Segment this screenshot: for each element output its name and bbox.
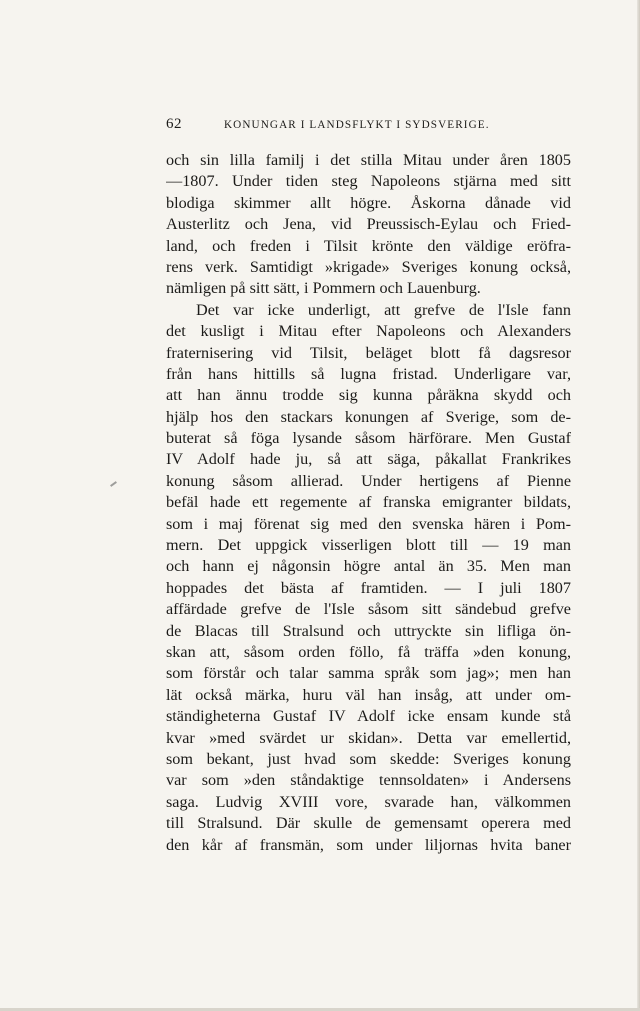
stray-pencil-mark (110, 481, 117, 487)
text-line: det kusligt i Mitau efter Napoleons och Alexanders (166, 322, 571, 341)
running-head: KONUNGAR I LANDSFLYKT I SYDSVERIGE. (224, 119, 490, 131)
text-line: från hans hittills så lugna fristad. Underligare var, (166, 364, 571, 383)
text-line: som förstår och talar samma språk som jag»; men han (166, 664, 571, 683)
text-line: fraternisering vid Tilsit, beläget blott få dagsresor (166, 343, 571, 362)
text-line: de Blacas till Stralsund och uttryckte sin lifliga ön- (166, 621, 571, 640)
page-header (166, 116, 571, 136)
text-line: den kår af fransmän, som under liljornas hvita baner (166, 835, 571, 854)
text-line: hoppades det bästa af framtiden. — I juli 1807 (166, 578, 571, 597)
text-line: till Stralsund. Där skulle de gemensamt operera med (166, 814, 571, 833)
text-line: kvar »med svärdet ur skidan». Detta var emellertid, (166, 728, 571, 747)
text-line: affärdade grefve de l'Isle såsom sitt sändebud grefve (166, 600, 571, 619)
text-line: konung såsom allierad. Under hertigens af Pienne (166, 471, 571, 490)
text-line: befäl hade ett regemente af franska emigranter bildats, (166, 493, 571, 512)
text-line: saga. Ludvig XVIII vore, svarade han, välkommen (166, 792, 571, 811)
text-line: ständigheterna Gustaf IV Adolf icke ensam kunde stå (166, 707, 571, 726)
text-line: skan att, såsom orden föllo, få träffa »den konung, (166, 642, 571, 661)
text-line: lät också märka, huru väl han insåg, att under om- (166, 685, 571, 704)
text-line: att han ännu trodde sig kunna påräkna skydd och (166, 386, 571, 405)
text-line: —1807. Under tiden steg Napoleons stjärna med sitt (166, 172, 571, 191)
text-line: rens verk. Samtidigt »krigade» Sveriges konung också, (166, 257, 571, 276)
text-line: land, och freden i Tilsit krönte den väldige eröfra- (166, 236, 571, 255)
text-line: var som »den ståndaktige tennsoldaten» i Andersens (166, 771, 571, 790)
text-line: Det var icke underligt, att grefve de l'Isle fann (196, 300, 571, 319)
text-line: nämligen på sitt sätt, i Pommern och Lauenburg. (166, 279, 481, 298)
text-line: och sin lilla familj i det stilla Mitau under åren 1805 (166, 151, 571, 169)
text-line: som bekant, just hvad som skedde: Sveriges konung (166, 749, 571, 768)
body-text (166, 150, 571, 856)
page-number: 62 (166, 116, 182, 132)
text-line: IV Adolf hade ju, så att säga, påkallat Frankrikes (166, 450, 571, 469)
text-line: som i maj förenat sig med den svenska hären i Pom- (166, 514, 571, 533)
text-line: blodiga skimmer allt högre. Åskorna dånade vid (166, 193, 571, 212)
text-line: Austerlitz och Jena, vid Preussisch-Eylau och Fried- (166, 215, 571, 234)
text-line: hjälp hos den stackars konungen af Sverige, som de- (166, 407, 571, 426)
text-line: mern. Det uppgick visserligen blott till — 19 man (166, 536, 571, 555)
text-line: buterat så föga lysande såsom härförare. Men Gustaf (166, 429, 571, 448)
text-line: och hann ej någonsin högre antal än 35. Men man (166, 557, 571, 576)
